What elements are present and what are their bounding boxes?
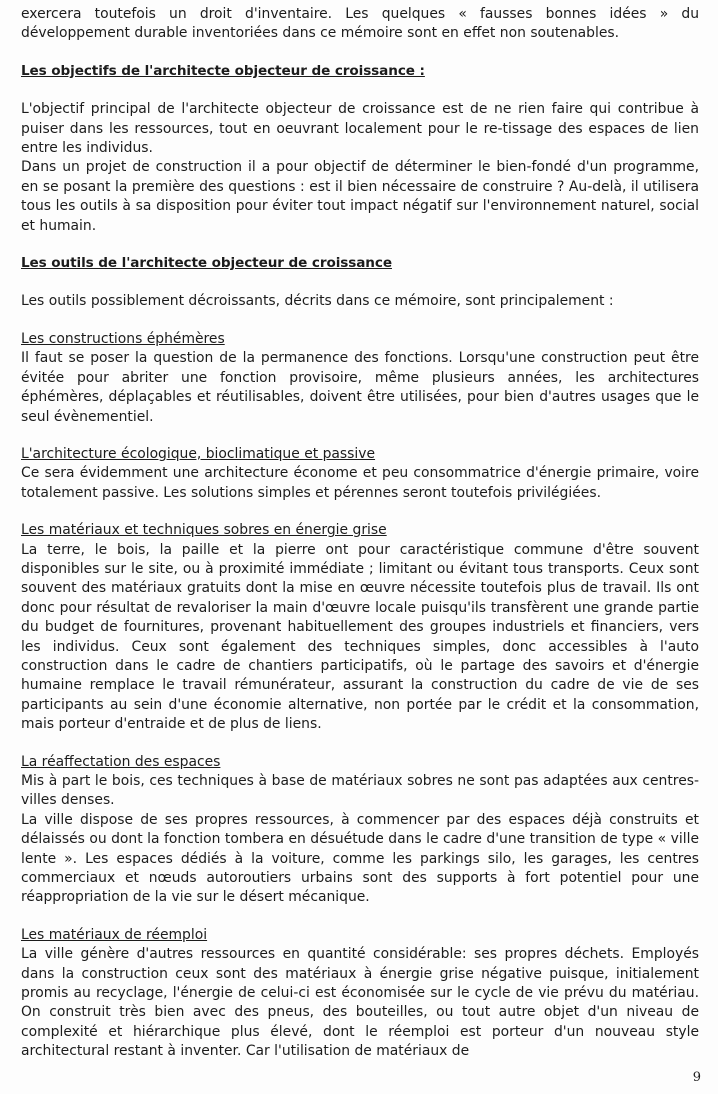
section-text-reassignment-2: La ville dispose de ses propres ressources, à commencer par des espaces déjà construits et délaissés ou dont la fonction tombera en désuétude dans le cadre d'une transition de type « ville lente ». Les espaces dédiés à la voiture, comme les parkings silo, les garages, les centres commerciaux et nœuds autoroutiers urbains sont des supports à fort potentiel pour une réappropriation de la vie sur le désert mécanique. [21,811,699,906]
section-materials [21,521,699,734]
section-text-reuse: La ville génère d'autres ressources en quantité considérable: ses propres déchets. Employés dans la construction ceux sont des matériaux à énergie grise négative puisque, initialement promis au recyclage, l'énergie de celui-ci est économisée sur le cycle de vie prévu du matériau. On construit très bien avec des pneus, des bouteilles, ou tout autre objet d'un niveau de complexité et hiérarchique plus élevé, dont le réemploi est porteur d'un nouveau style architectural restant à inventer. Car l'utilisation de matériaux de [21,946,699,1060]
page-number: 9 [692,1070,701,1085]
section-title-ecological: L'architecture écologique, bioclimatique et passive [21,445,376,462]
section-reassignment [21,753,699,908]
section-title-reuse: Les matériaux de réemploi [21,926,208,943]
section-text-reassignment-1: Mis à part le bois, ces techniques à base de matériaux sobres ne sont pas adaptées aux centres-villes denses. [21,773,699,809]
section-text-ephemeral: Il faut se poser la question de la permanence des fonctions. Lorsqu'une construction peut être évitée pour abriter une fonction provisoire, même plusieurs années, les architectures éphémères, déplaçables et réutilisables, doivent être utilisées, pour bien d'autres usages que le seul évènementiel. [21,350,699,425]
section-title-reassignment: La réaffectation des espaces [21,753,221,770]
objectives-paragraph-2: Dans un projet de construction il a pour objectif de déterminer le bien-fondé d'un programme, en se posant la première des questions : est il bien nécessaire de construire ? Au-delà, il utilisera tous les outils à sa disposition pour éviter tout impact négatif sur l'environnement naturel, social et humain. [21,159,699,234]
intro-paragraph: exercera toutefois un droit d'inventaire. Les quelques « fausses bonnes idées » du développement durable inventoriées dans ce mémoire sont en effet non soutenables. [21,6,699,42]
objectives-paragraph-1: L'objectif principal de l'architecte objecteur de croissance est de ne rien faire qui contribue à puiser dans les ressources, tout en oeuvrant localement pour le re-tissage des espaces de lien entre les individus. [21,101,699,157]
section-text-materials: La terre, le bois, la paille et la pierre ont pour caractéristique commune d'être souvent disponibles sur le site, ou à proximité immédiate ; limitant ou évitant tous transports. Ceux sont souvent des matériaux gratuits dont la mise en œuvre nécessite toutefois plus de travail. Ils ont donc pour résultat de revaloriser la main d'œuvre locale puisqu'ils transfèrent une grande partie du budget de fournitures, provenant habituellement des groupes industriels et financiers, vers les individus. Ceux sont également des techniques simples, donc accessibles à l'auto construction dans le cadre de chantiers participatifs, où le partage des savoirs et d'énergie humaine remplace le travail rémunérateur, assurant la construction du cadre de vie de ses participants au sein d'une économie alternative, non portée par le crédit et la consommation, mais porteur d'entraide et de plus de liens. [21,541,699,733]
tools-heading: Les outils de l'architecte objecteur de croissance [21,255,392,272]
objectives-heading: Les objectifs de l'architecte objecteur de croissance : [21,62,425,79]
page-body [21,5,699,1062]
section-ecological [21,445,699,503]
section-title-ephemeral: Les constructions éphémères [21,330,225,347]
section-text-ecological: Ce sera évidemment une architecture économe et peu consommatrice d'énergie primaire, voire totalement passive. Les solutions simples et pérennes seront toutefois privilégiées. [21,465,699,501]
section-ephemeral [21,330,699,427]
section-reuse [21,926,699,1062]
section-title-materials: Les matériaux et techniques sobres en énergie grise [21,522,387,539]
tools-intro: Les outils possiblement décroissants, décrits dans ce mémoire, sont principalement : [21,293,614,310]
